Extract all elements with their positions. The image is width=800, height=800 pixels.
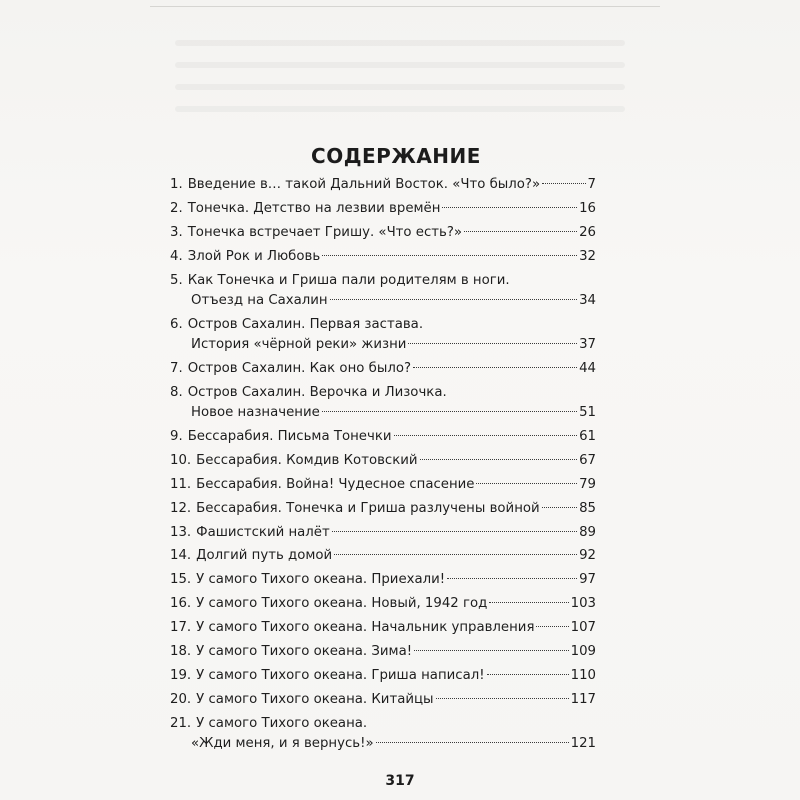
toc-entry-title: Тонечка встречает Гришу. «Что есть?» [187, 224, 463, 240]
toc-entry [170, 427, 596, 447]
toc-entry [170, 383, 596, 424]
toc-entry-number: 17. [170, 620, 192, 636]
toc-entry-line [170, 499, 596, 519]
toc-entry-title: У самого Тихого океана. Приехали! [196, 572, 446, 588]
toc-entry-line [170, 291, 596, 311]
toc-entry-page: 32 [579, 248, 596, 264]
toc-entry-title: Бессарабия. Письма Тонечки [187, 429, 392, 445]
toc-entry-title: Остров Сахалин. Первая застава. [187, 316, 424, 332]
toc-dot-leader [447, 578, 577, 579]
page-title: СОДЕРЖАНИЕ [311, 144, 481, 168]
toc-entry-title: У самого Тихого океана. Китайцы [196, 691, 434, 707]
toc-entry-line [170, 523, 596, 543]
toc-entry [170, 690, 596, 710]
toc-dot-leader [420, 459, 578, 460]
toc-entry-number: 11. [170, 476, 192, 492]
toc-entry-line [170, 642, 596, 662]
toc-entry [170, 546, 596, 566]
toc-entry-line [170, 714, 596, 734]
toc-entry-page: 51 [579, 405, 596, 421]
toc-entry [170, 247, 596, 267]
toc-entry-page: 89 [579, 524, 596, 540]
toc-dot-leader [542, 183, 585, 184]
toc-entry-title: Тонечка. Детство на лезвии времён [187, 200, 441, 216]
toc-entry-title: Введение в… такой Дальний Восток. «Что было?» [187, 177, 541, 192]
toc-entry-title: Фашистский налёт [196, 524, 330, 540]
toc-dot-leader [394, 435, 578, 436]
toc-dot-leader [464, 231, 577, 232]
toc-entry-line [170, 666, 596, 686]
toc-dot-leader [334, 554, 577, 555]
toc-entry-page: 61 [579, 429, 596, 445]
toc-entry-line [170, 427, 596, 447]
toc-entry-title: Отъезд на Сахалин [191, 292, 328, 308]
table-of-contents [170, 175, 596, 758]
toc-entry-line [170, 734, 596, 754]
toc-entry-title: «Жди меня, и я вернусь!» [191, 736, 374, 751]
toc-entry-page: 107 [570, 620, 596, 636]
toc-entry-number: 2. [170, 200, 183, 216]
toc-entry-title: Бессарабия. Комдив Котовский [196, 452, 418, 468]
toc-dot-leader [413, 367, 577, 368]
toc-entry-number: 14. [170, 548, 192, 564]
toc-dot-leader [322, 255, 577, 256]
toc-entry-page: 110 [570, 667, 596, 683]
toc-entry-number: 13. [170, 524, 192, 540]
bleed-through-line [175, 62, 625, 68]
toc-entry-title: У самого Тихого океана. [196, 715, 368, 731]
toc-entry-line [170, 271, 596, 291]
toc-dot-leader [487, 674, 569, 675]
toc-entry-number: 18. [170, 644, 192, 660]
toc-entry-title: У самого Тихого океана. Начальник управления [196, 620, 535, 636]
toc-entry-number: 4. [170, 248, 183, 264]
toc-dot-leader [408, 343, 577, 344]
toc-dot-leader [414, 650, 569, 651]
toc-entry-page: 26 [579, 224, 596, 240]
bleed-through-line [175, 106, 625, 112]
toc-entry-page: 79 [579, 476, 596, 492]
toc-entry [170, 666, 596, 686]
toc-entry [170, 618, 596, 638]
toc-dot-leader [442, 207, 577, 208]
toc-entry-title: Остров Сахалин. Как оно было? [187, 360, 412, 376]
toc-dot-leader [542, 507, 577, 508]
toc-entry-line [170, 594, 596, 614]
toc-dot-leader [536, 626, 568, 627]
toc-entry-page: 103 [570, 596, 596, 612]
toc-entry-line [170, 618, 596, 638]
toc-entry-title: Бессарабия. Тонечка и Гриша разлучены войной [196, 500, 540, 516]
page-edge-line [150, 6, 660, 7]
toc-entry-number: 10. [170, 452, 192, 468]
toc-entry [170, 451, 596, 471]
toc-entry-title: Долгий путь домой [196, 548, 333, 564]
toc-entry [170, 499, 596, 519]
toc-entry-number: 12. [170, 500, 192, 516]
toc-entry-page: 7 [587, 177, 596, 192]
toc-entry-line [170, 223, 596, 243]
toc-entry-page: 44 [579, 360, 596, 376]
toc-entry [170, 271, 596, 312]
toc-entry-line [170, 546, 596, 566]
toc-entry [170, 523, 596, 543]
toc-entry-title: У самого Тихого океана. Зима! [196, 644, 413, 660]
toc-entry-page: 109 [570, 644, 596, 660]
toc-entry-number: 21. [170, 715, 192, 731]
toc-entry-title: История «чёрной реки» жизни [191, 337, 407, 353]
toc-entry-title: У самого Тихого океана. Новый, 1942 год [196, 596, 488, 612]
toc-entry-title: Остров Сахалин. Верочка и Лизочка. [187, 384, 447, 400]
toc-entry [170, 714, 596, 755]
toc-entry-page: 92 [579, 548, 596, 564]
toc-dot-leader [330, 299, 577, 300]
toc-entry-number: 7. [170, 360, 183, 376]
toc-dot-leader [476, 483, 577, 484]
toc-entry-page: 117 [570, 691, 596, 707]
toc-entry [170, 642, 596, 662]
toc-entry [170, 175, 596, 195]
toc-entry-number: 15. [170, 572, 192, 588]
toc-entry-line [170, 403, 596, 423]
toc-entry-number: 5. [170, 272, 183, 288]
toc-entry [170, 570, 596, 590]
bleed-through-line [175, 40, 625, 46]
toc-entry-title: Бессарабия. Война! Чудесное спасение [196, 476, 475, 492]
toc-entry-page: 121 [570, 736, 596, 751]
toc-entry-number: 19. [170, 667, 192, 683]
toc-entry-line [170, 451, 596, 471]
toc-entry-page: 67 [579, 452, 596, 468]
toc-entry-line [170, 335, 596, 355]
toc-entry-line [170, 383, 596, 403]
toc-entry [170, 223, 596, 243]
page-number: 317 [385, 773, 415, 789]
toc-dot-leader [489, 602, 568, 603]
toc-entry-title: Новое назначение [191, 405, 320, 421]
toc-entry-number: 16. [170, 596, 192, 612]
toc-entry-line [170, 475, 596, 495]
toc-dot-leader [322, 411, 577, 412]
toc-entry-number: 20. [170, 691, 192, 707]
toc-dot-leader [436, 698, 569, 699]
toc-dot-leader [376, 742, 569, 743]
toc-entry-line [170, 570, 596, 590]
toc-entry-page: 16 [579, 200, 596, 216]
toc-entry-page: 85 [579, 500, 596, 516]
toc-entry-line [170, 199, 596, 219]
toc-entry-number: 8. [170, 384, 183, 400]
toc-entry-page: 97 [579, 572, 596, 588]
toc-entry-title: Злой Рок и Любовь [187, 248, 321, 264]
toc-entry-page: 37 [579, 337, 596, 353]
toc-entry [170, 315, 596, 356]
toc-entry [170, 199, 596, 219]
toc-entry-line [170, 175, 596, 195]
toc-entry-line [170, 359, 596, 379]
toc-entry-page: 34 [579, 292, 596, 308]
toc-entry-title: Как Тонечка и Гриша пали родителям в ноги. [187, 272, 510, 288]
toc-entry-line [170, 247, 596, 267]
bleed-through-line [175, 84, 625, 90]
toc-entry-number: 9. [170, 429, 183, 445]
toc-entry-number: 6. [170, 316, 183, 332]
toc-entry-line [170, 315, 596, 335]
toc-entry-title: У самого Тихого океана. Гриша написал! [196, 667, 485, 683]
toc-entry [170, 359, 596, 379]
toc-entry-number: 1. [170, 177, 183, 192]
toc-entry [170, 475, 596, 495]
toc-entry-number: 3. [170, 224, 183, 240]
toc-dot-leader [332, 531, 577, 532]
toc-entry [170, 594, 596, 614]
toc-entry-line [170, 690, 596, 710]
